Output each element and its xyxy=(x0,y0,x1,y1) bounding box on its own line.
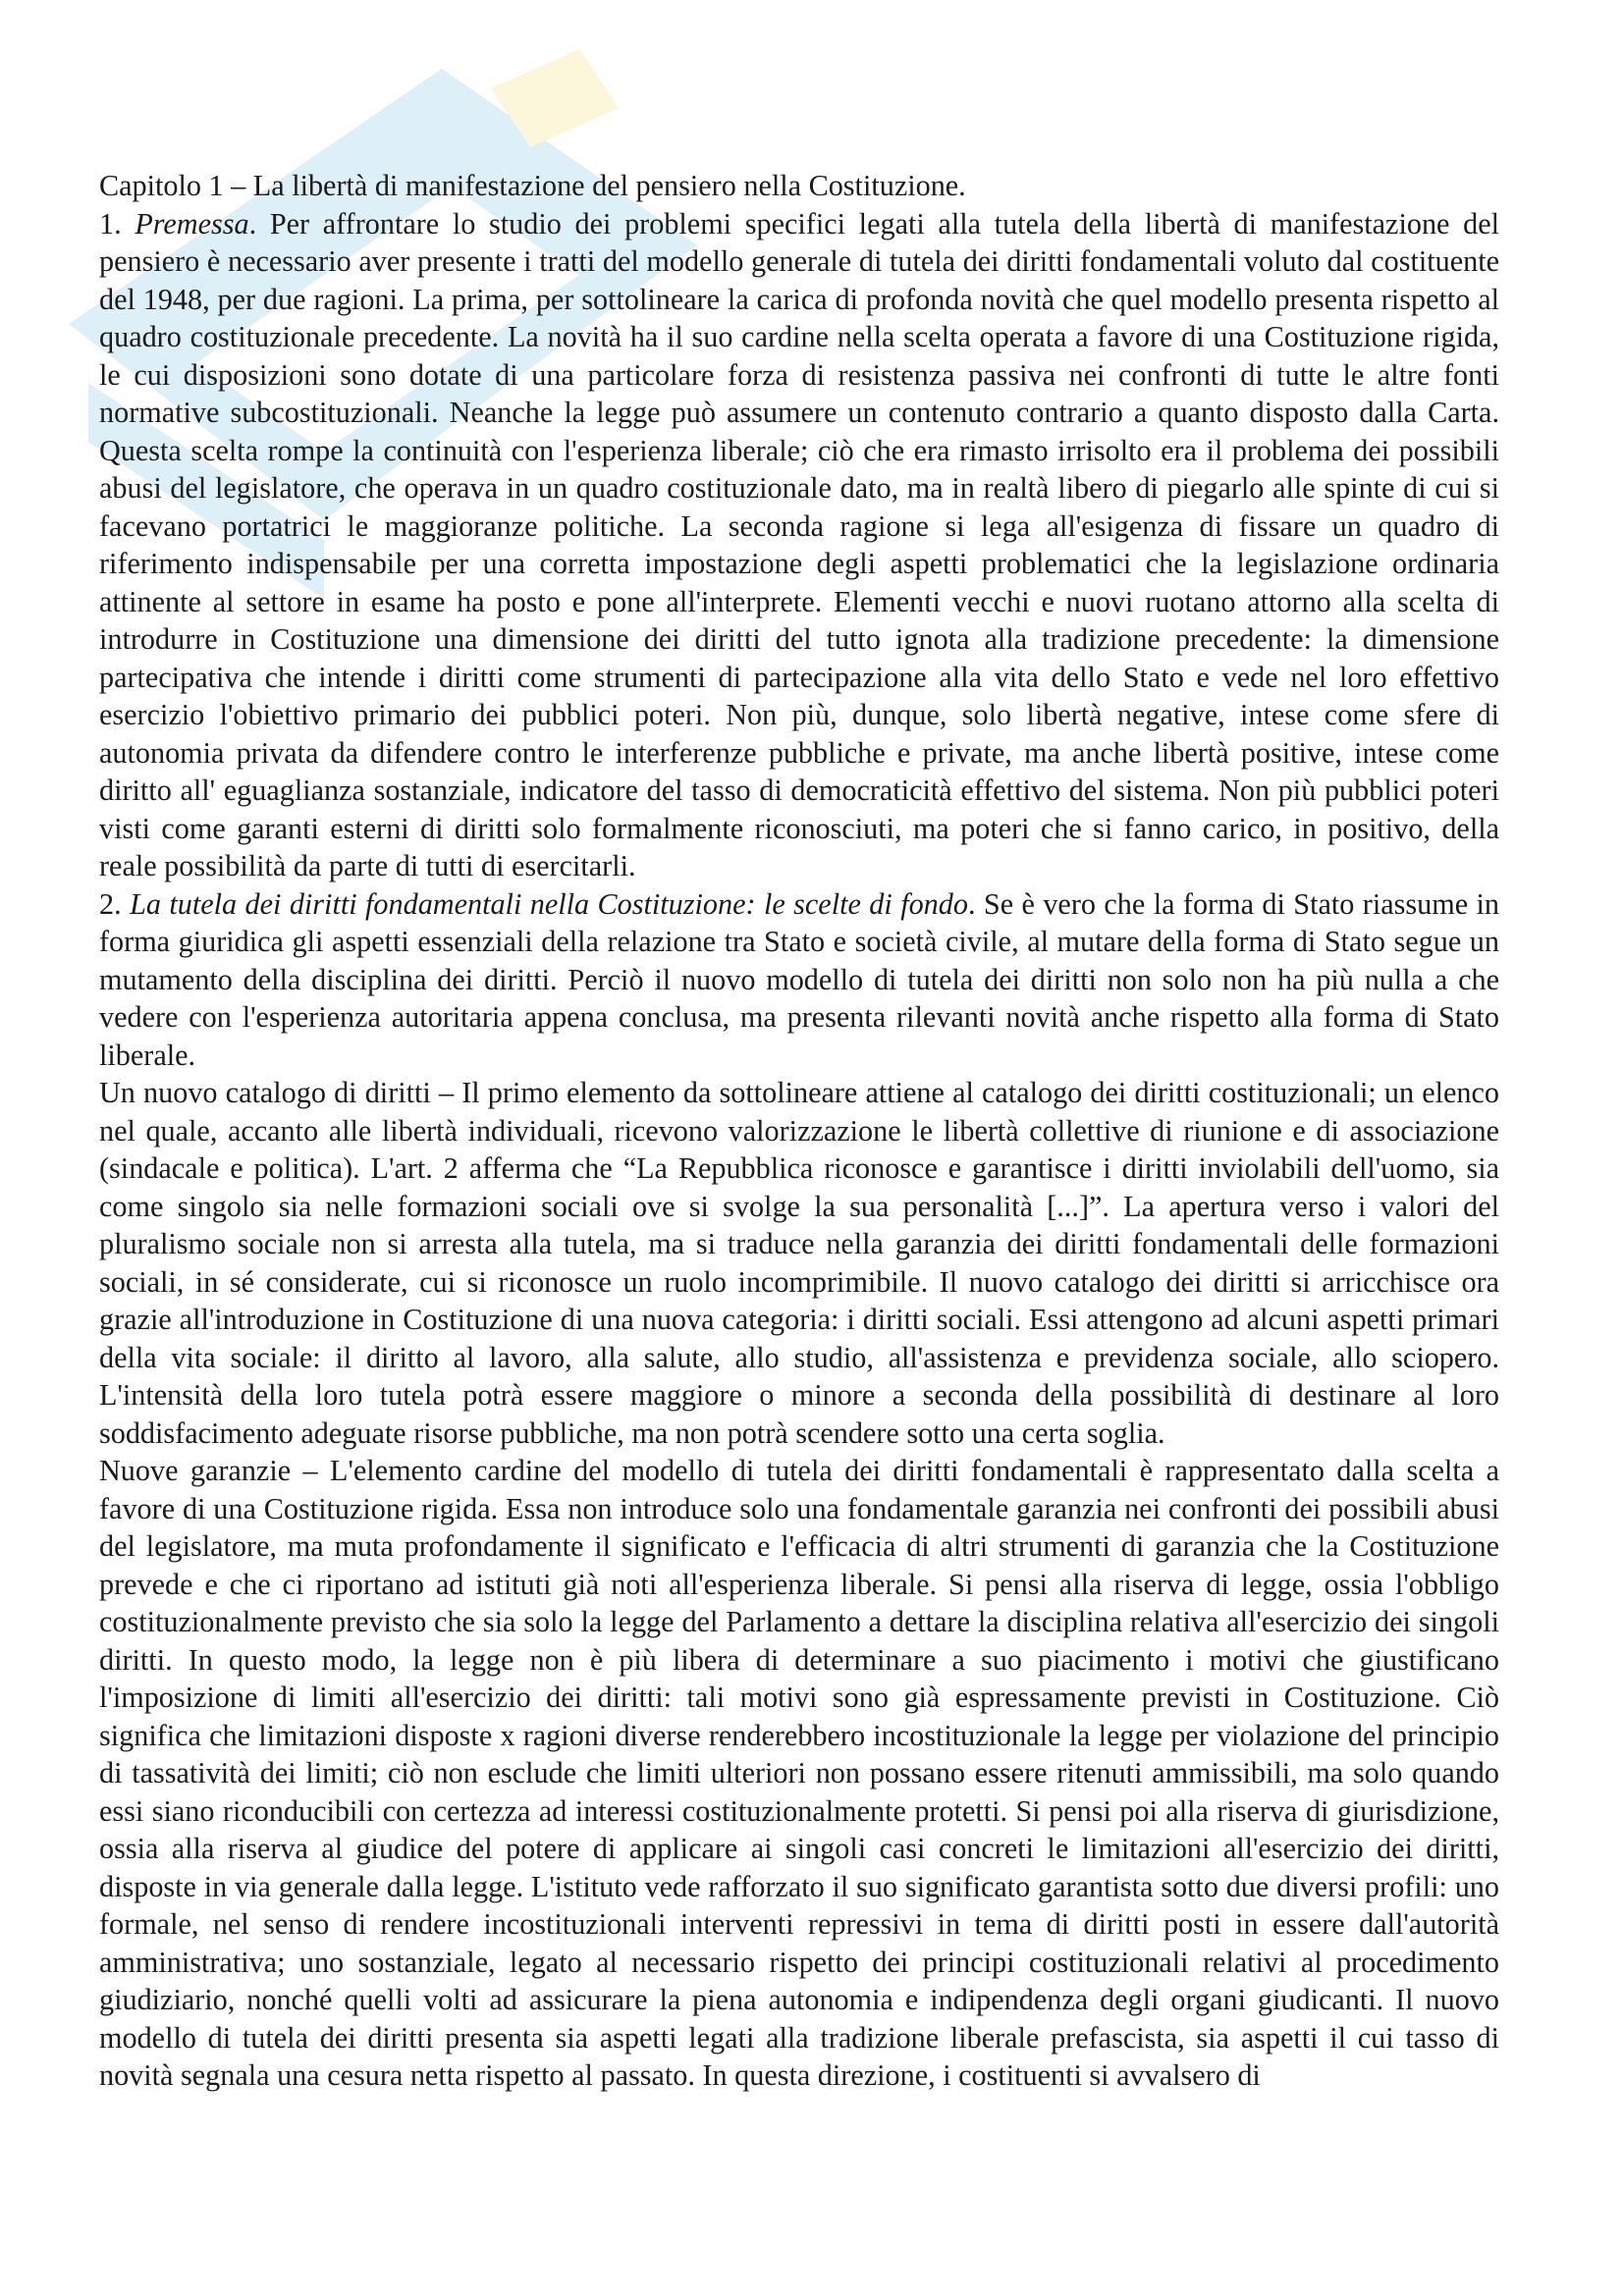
document-page xyxy=(99,167,1499,2095)
catalogo-paragraph: Un nuovo catalogo di diritti – Il primo elemento da sottolineare attiene al catalogo dei diritti costituzionali; un elenco nel quale, accanto alle libertà individuali, ricevono valorizzazione le libertà collettive di riunione e di associazione (sindacale e politica). L'art. 2 afferma che “La Repubblica riconosce e garantisce i diritti inviolabili dell'uomo, sia come singolo sia nelle formazioni sociali ove si svolge la sua personalità [...]”. La apertura verso i valori del pluralismo sociale non si arresta alla tutela, ma si traduce nella garanzia dei diritti fondamentali delle formazioni sociali, in sé considerate, cui si riconosce un ruolo incomprimibile. Il nuovo catalogo dei diritti si arricchisce ora grazie all'introduzione in Costituzione di una nuova categoria: i diritti sociali. Essi attengono ad alcuni aspetti primari della vita sociale: il diritto al lavoro, alla salute, allo studio, all'assistenza e previdenza sociale, allo sciopero. L'intensità della loro tutela potrà essere maggiore o minore a seconda della possibilità di destinare al loro soddisfacimento adeguate risorse pubbliche, ma non potrà scendere sotto una certa soglia. xyxy=(99,1076,1499,1450)
section-1-heading: Premessa xyxy=(135,206,249,240)
section-1-number: 1. xyxy=(99,206,135,240)
section-2-number: 2. xyxy=(99,886,131,921)
chapter-title: Capitolo 1 – La libertà di manifestazione del pensiero nella Costituzione. xyxy=(99,169,966,202)
section-2-heading-end: . xyxy=(967,886,976,921)
garanzie-paragraph: Nuove garanzie – L'elemento cardine del modello di tutela dei diritti fondamentali è rappresentato dalla scelta a favore di una Costituzione rigida. Essa non introduce solo una fondamentale garanzia nei confronti dei possibili abusi del legislatore, ma muta profondamente il significato e l'efficacia di altri strumenti di garanzia che la Costituzione prevede e che ci riportano ad istituti già noti all'esperienza liberale. Si pensi alla riserva di legge, ossia l'obbligo costituzionalmente previsto che sia solo la legge del Parlamento a dettare la disciplina relativa all'esercizio dei singoli diritti. In questo modo, la legge non è più libera di determinare a suo piacimento i motivi che giustificano l'imposizione di limiti all'esercizio dei diritti: tali motivi sono già espressamente previsti in Costituzione. Ciò significa che limitazioni disposte x ragioni diverse renderebbero incostituzionale la legge per violazione del principio di tassatività dei limiti; ciò non esclude che limiti ulteriori non possano essere ritenuti ammissibili, ma solo quando essi siano riconducibili con certezza ad interessi costituzionalmente protetti. Si pensi poi alla riserva di giurisdizione, ossia alla riserva al giudice del potere di applicare ai singoli casi concreti le limitazioni all'esercizio dei diritti, disposte in via generale dalla legge. L'istituto vede rafforzato il suo significato garantista sotto due diversi profili: uno formale, nel senso di rendere incostituzionali interventi repressivi in tema di diritti posti in essere dall'autorità amministrativa; uno sostanziale, legato al necessario rispetto dei principi costituzionali relativi al procedimento giudiziario, nonché quelli volti ad assicurare la piena autonomia e indipendenza degli organi giudicanti. Il nuovo modello di tutela dei diritti presenta sia aspetti legati alla tradizione liberale prefascista, sia aspetti il cui tasso di novità segnala una cesura netta rispetto al passato. In questa direzione, i costituenti si avvalsero di xyxy=(99,1454,1499,2092)
section-1-text: Per affrontare lo studio dei problemi specifici legati alla tutela della libertà di manifestazione del pensiero è necessario aver presente i tratti del modello generale di tutela dei diritti fondamentali voluto dal costituente del 1948, per due ragioni. La prima, per sottolineare la carica di profonda novità che quel modello presenta rispetto al quadro costituzionale precedente. La novità ha il suo cardine nella scelta operata a favore di una Costituzione rigida, le cui disposizioni sono dotate di una particolare forza di resistenza passiva nei confronti di tutte le altre fonti normative subcostituzionali. Neanche la legge può assumere un contenuto contrario a quanto disposto dalla Carta. Questa scelta rompe la continuità con l'esperienza liberale; ciò che era rimasto irrisolto era il problema dei possibili abusi del legislatore, che operava in un quadro costituzionale dato, ma in realtà libero di piegarlo alle spinte di cui si facevano portatrici le maggioranze politiche. La seconda ragione si lega all'esigenza di fissare un quadro di riferimento indispensabile per una corretta impostazione degli aspetti problematici che la legislazione ordinaria attinente al settore in esame ha posto e pone all'interprete. Elementi vecchi e nuovi ruotano attorno alla scelta di introdurre in Costituzione una dimensione dei diritti del tutto ignota alla tradizione precedente: la dimensione partecipativa che intende i diritti come strumenti di partecipazione alla vita dello Stato e vede nel loro effettivo esercizio l'obiettivo primario dei pubblici poteri. Non più, dunque, solo libertà negative, intese come sfere di autonomia privata da difendere contro le interferenze pubbliche e private, ma anche libertà positive, intese come diritto all' eguaglianza sostanziale, indicatore del tasso di democraticità effettivo del sistema. Non più pubblici poteri visti come garanti esterni di diritti solo formalmente riconosciuti, ma poteri che si fanno carico, in positivo, della reale possibilità da parte di tutti di esercitarli. xyxy=(99,206,1499,882)
section-1-heading-end: . xyxy=(248,206,257,240)
section-1-paragraph xyxy=(99,205,1499,885)
section-2-text: Se è vero che la forma di Stato riassume in forma giuridica gli aspetti essenziali della relazione tra Stato e società civile, al mutare della forma di Stato segue un mutamento della disciplina dei diritti. Perciò il nuovo modello di tutela dei diritti non solo non ha più nulla a che vedere con l'esperienza autoritaria appena conclusa, ma presenta rilevanti novità anche rispetto alla forma di Stato liberale. xyxy=(99,886,1499,1072)
section-2-paragraph xyxy=(99,885,1499,1075)
section-2-heading: La tutela dei diritti fondamentali nella Costituzione: le scelte di fondo xyxy=(130,886,968,921)
